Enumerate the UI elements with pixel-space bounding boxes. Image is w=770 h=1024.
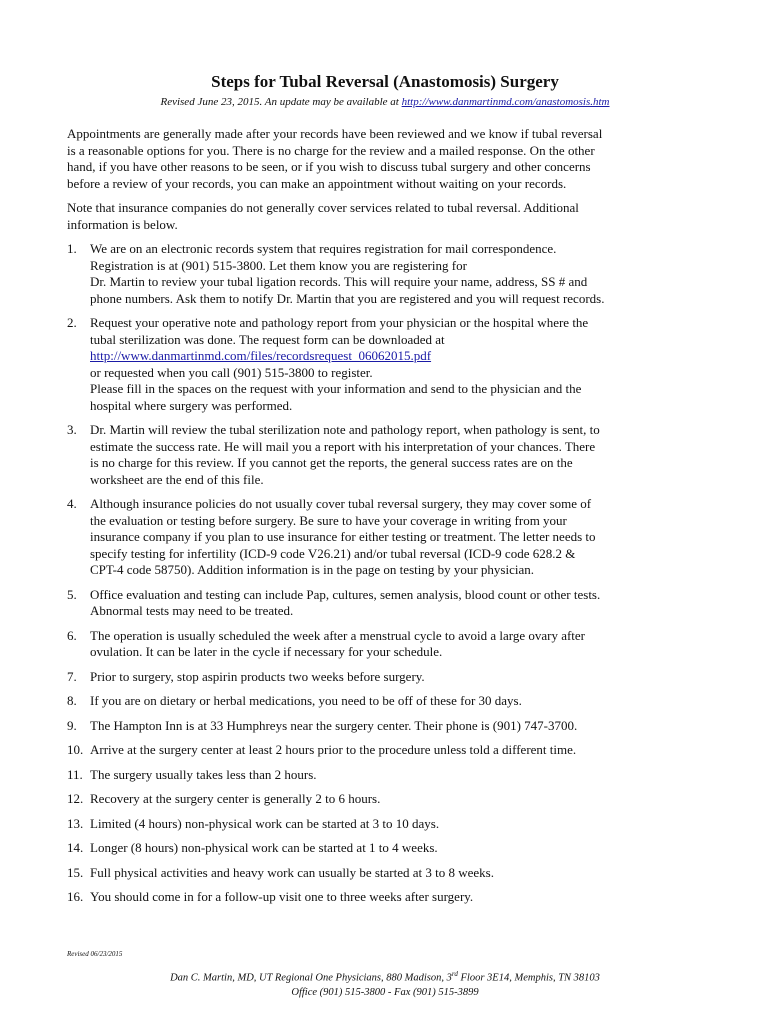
step-item [67, 496, 657, 579]
text-line: Registration is at (901) 515-3800. Let them know you are registering for [90, 257, 467, 273]
step-item [67, 840, 657, 857]
step-number: 1. [67, 241, 77, 256]
text-line: Note that insurance companies do not generally cover services related to tubal reversal. Additional [67, 200, 579, 215]
text-line: Arrive at the surgery center at least 2 hours prior to the procedure unless told a different time. [90, 742, 577, 757]
text-line: insurance company if you plan to use insurance for either testing or treatment. The letter needs to [90, 529, 596, 544]
text-line: You should come in for a follow-up visit one to three weeks after surgery. [90, 889, 474, 904]
step-item [67, 791, 657, 808]
text-line: specify testing for infertility (ICD-9 code V26.21) and/or tubal reversal (ICD-9 code 628.2 & [90, 545, 576, 561]
step-item [67, 422, 657, 488]
text-line: is a reasonable options for you. There is no charge for the review and a mailed response. On the other [67, 142, 595, 158]
step-item [67, 628, 657, 661]
step-item [67, 587, 657, 620]
text-line: If you are on dietary or herbal medications, you need to be off of these for 30 days. [90, 693, 522, 708]
step-number: 12. [67, 791, 84, 806]
text-line: before a review of your records, you can make an appointment without waiting on your records. [67, 175, 567, 191]
footer [0, 967, 770, 1000]
footer-address [0, 967, 770, 986]
step-number: 4. [67, 496, 77, 511]
intro-paragraph-2 [67, 200, 657, 233]
text-line: tubal sterilization was done. The request form can be downloaded at [90, 331, 445, 347]
text-line: ovulation. It can be later in the cycle if necessary for your schedule. [90, 644, 443, 659]
step-item [67, 241, 657, 307]
text-line: worksheet are the end of this file. [90, 471, 264, 487]
address-superscript: rd [451, 970, 458, 978]
step-number: 11. [67, 766, 83, 782]
step-item [67, 669, 657, 686]
step-number: 7. [67, 668, 77, 684]
step-item [67, 315, 657, 414]
text-line: estimate the success rate. He will mail you a report with his interpretation of your chances. There [90, 438, 596, 454]
revision-note [0, 96, 770, 108]
text-line: Prior to surgery, stop aspirin products two weeks before surgery. [90, 668, 425, 684]
text-line: the evaluation or testing before surgery. Be sure to have your coverage in writing from your [90, 512, 567, 528]
text-line: Dr. Martin to review your tubal ligation records. This will require your name, address, SS # and [90, 274, 588, 289]
revision-text: Revised June 23, 2015. An update may be available at [160, 96, 402, 108]
text-line: The operation is usually scheduled the week after a menstrual cycle to avoid a large ovary after [90, 627, 586, 643]
text-line: hand, if you have other reasons to be seen, or if you wish to discuss tubal surgery and other concerns [67, 159, 591, 174]
document-body [67, 126, 657, 914]
address-part: Dan C. Martin, MD, UT Regional One Physicians, 880 Madison, 3 [170, 972, 452, 984]
text-line: Longer (8 hours) non-physical work can be started at 1 to 4 weeks. [90, 840, 438, 855]
text-line: Although insurance policies do not usually cover tubal reversal surgery, they may cover some of [90, 496, 592, 511]
text-line: Dr. Martin will review the tubal sterilization note and pathology report, when pathology is sent, to [90, 422, 600, 437]
step-item [67, 816, 657, 833]
text-line: Request your operative note and pathology report from your physician or the hospital where the [90, 315, 589, 330]
page-title: Steps for Tubal Reversal (Anastomosis) Surgery [211, 72, 559, 91]
step-item [67, 889, 657, 906]
text-line: or requested when you call (901) 515-3800 to register. [90, 364, 373, 380]
step-number: 16. [67, 889, 84, 904]
text-line: The surgery usually takes less than 2 hours. [90, 766, 317, 782]
step-number: 5. [67, 586, 77, 602]
text-line: information is below. [67, 216, 178, 232]
intro-paragraph-1 [67, 126, 657, 192]
step-number: 15. [67, 864, 84, 880]
text-line: Full physical activities and heavy work can usually be started at 3 to 8 weeks. [90, 864, 494, 880]
footer-contact: Office (901) 515-3800 - Fax (901) 515-3899 [291, 986, 479, 998]
step-number: 6. [67, 627, 77, 643]
step-number: 14. [67, 840, 84, 855]
text-line: Appointments are generally made after your records have been reviewed and we know if tubal reversal [67, 126, 603, 141]
text-line: hospital where surgery was performed. [90, 397, 293, 413]
step-number: 8. [67, 693, 77, 708]
step-item [67, 718, 657, 735]
step-item [67, 865, 657, 882]
text-line: Abnormal tests may need to be treated. [90, 603, 294, 618]
step-number: 3. [67, 422, 77, 437]
step-number: 2. [67, 315, 77, 330]
text-line: We are on an electronic records system that requires registration for mail correspondence. [90, 241, 557, 256]
step-number: 9. [67, 717, 77, 733]
anastomosis-link[interactable]: http://www.danmartinmd.com/anastomosis.htm [401, 96, 610, 108]
step-item [67, 693, 657, 710]
text-line: CPT-4 code 58750). Addition information is in the page on testing by your physician. [90, 562, 534, 577]
footer-revision-date: Revised 06/23/2015 [67, 950, 123, 958]
address-part: Floor 3E14, Memphis, TN 38103 [457, 972, 600, 984]
step-number: 10. [67, 742, 84, 757]
text-line: Please fill in the spaces on the request with your information and send to the physician and the [90, 381, 582, 396]
step-item [67, 767, 657, 784]
records-request-link[interactable]: http://www.danmartinmd.com/files/recordsrequest_06062015.pdf [90, 348, 432, 363]
text-line: The Hampton Inn is at 33 Humphreys near the surgery center. Their phone is (901) 747-3700. [90, 717, 578, 733]
step-number: 13. [67, 815, 84, 831]
steps-list [67, 241, 657, 906]
text-line: Recovery at the surgery center is generally 2 to 6 hours. [90, 791, 381, 806]
text-line: Limited (4 hours) non-physical work can be started at 3 to 10 days. [90, 815, 440, 831]
text-line: Office evaluation and testing can include Pap, cultures, semen analysis, blood count or other tests. [90, 586, 601, 602]
step-item [67, 742, 657, 759]
text-line: phone numbers. Ask them to notify Dr. Martin that you are registered and you will request records. [90, 290, 605, 306]
text-line: is no charge for this review. If you cannot get the reports, the general success rates are on the [90, 455, 573, 470]
